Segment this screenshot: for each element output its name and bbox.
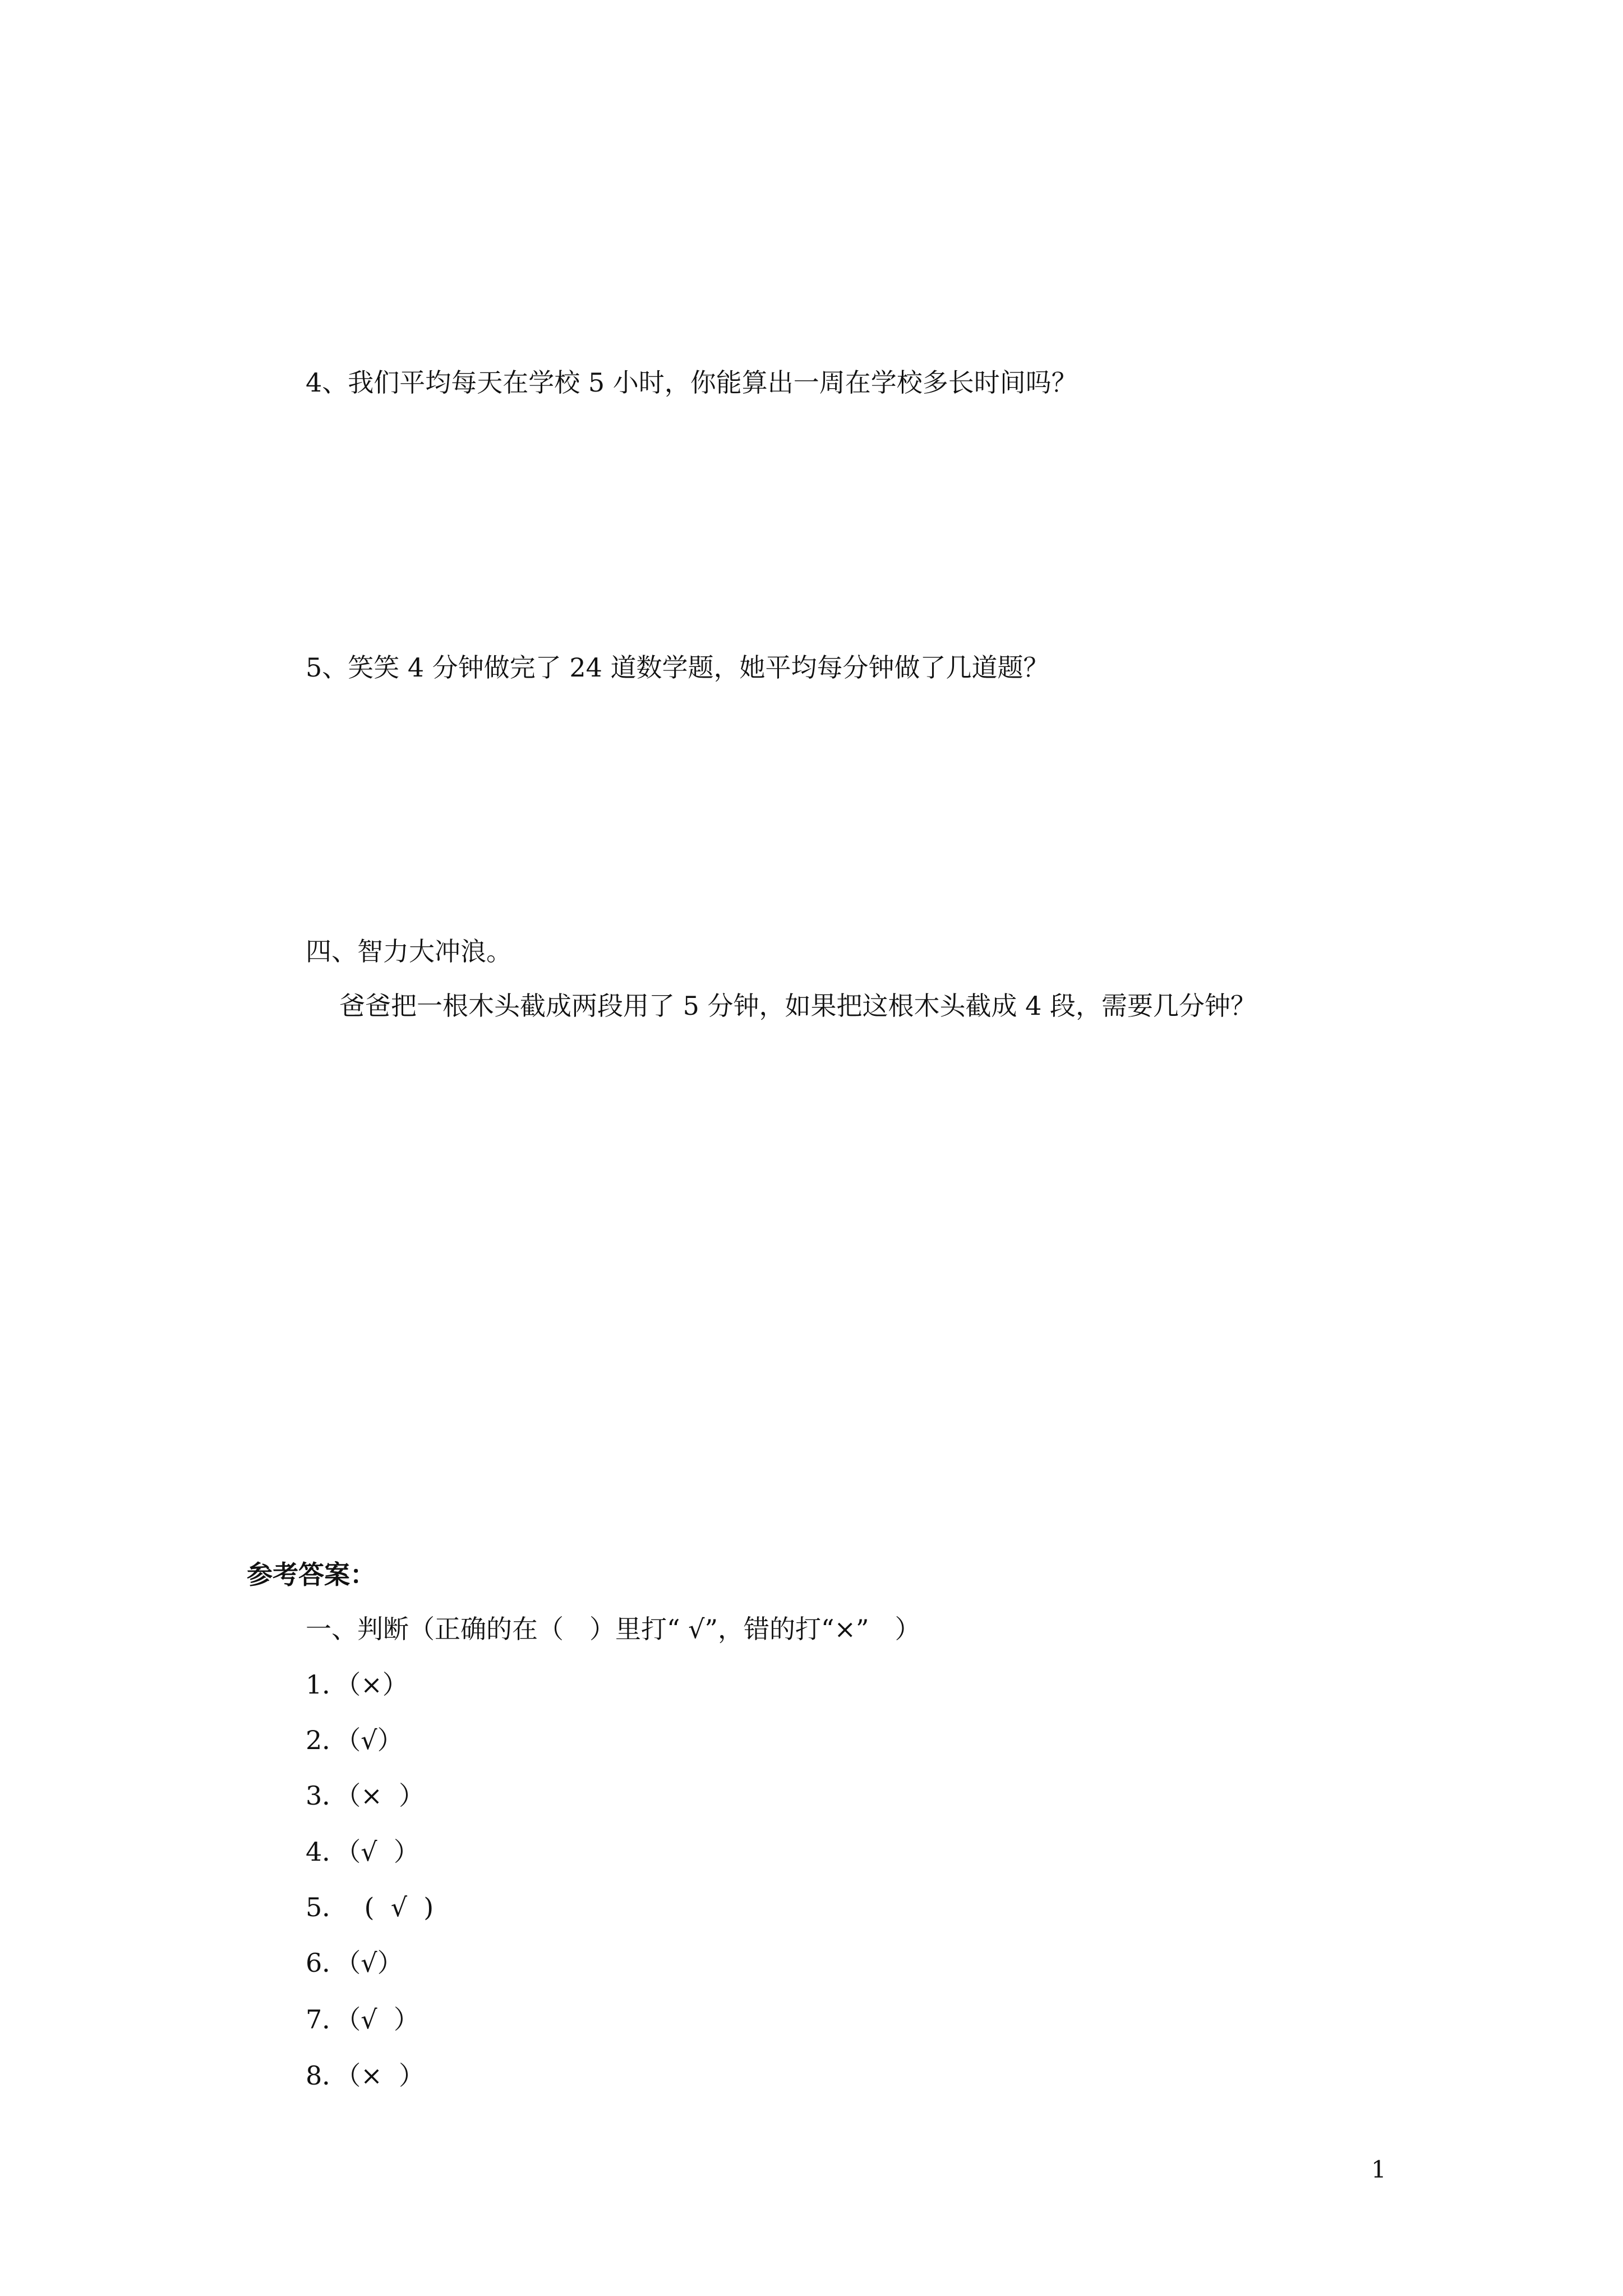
answer-item-3: 3．（× ） xyxy=(306,1780,425,1811)
answer-item-8: 8．（× ） xyxy=(306,2060,425,2091)
section-4-title: 四、智力大冲浪。 xyxy=(306,936,512,967)
answers-section-1-heading: 一、判断（正确的在（ ）里打“ √”，错的打“×” ） xyxy=(306,1614,921,1644)
question-5: 5、笑笑 4 分钟做完了 24 道数学题，她平均每分钟做了几道题？ xyxy=(306,652,1049,683)
answer-item-4: 4．（√ ） xyxy=(306,1837,419,1867)
question-4: 4、我们平均每天在学校 5 小时，你能算出一周在学校多长时间吗？ xyxy=(306,367,1077,398)
answer-item-6: 6．（√） xyxy=(306,1948,403,1978)
answer-item-5: 5． ( √ ) xyxy=(306,1892,434,1922)
page-number: 1 xyxy=(1371,2156,1386,2183)
section-4-question: 爸爸把一根木头截成两段用了 5 分钟，如果把这根木头截成 4 段，需要几分钟？ xyxy=(339,991,1257,1021)
answer-item-7: 7．（√ ） xyxy=(306,2004,419,2035)
answer-item-1: 1．（×） xyxy=(306,1669,408,1700)
answers-title: 参考答案： xyxy=(247,1559,376,1590)
answer-item-2: 2．（√） xyxy=(306,1725,403,1755)
